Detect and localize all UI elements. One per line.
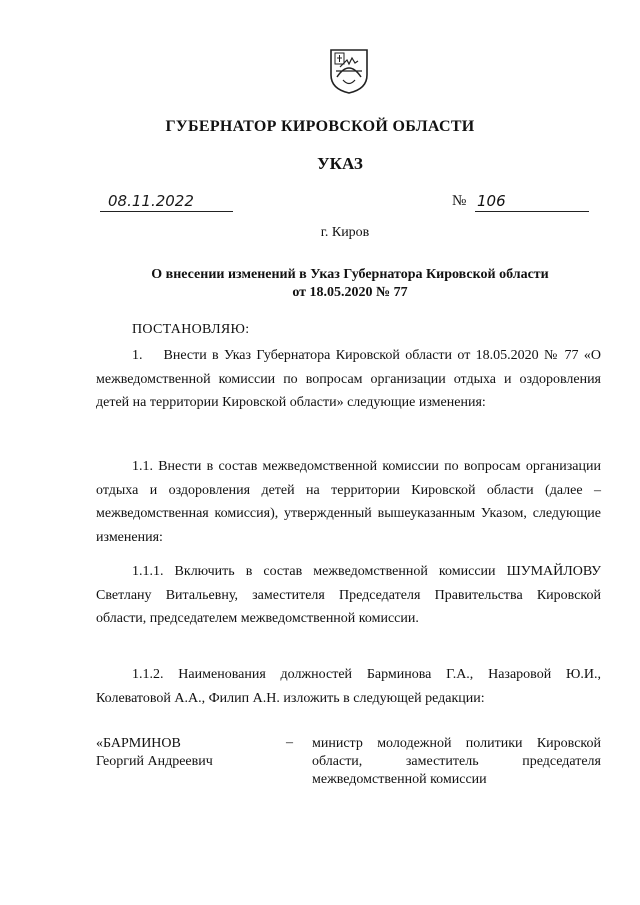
subject-line-2: от 18.05.2020 № 77: [292, 285, 408, 300]
member-name: [96, 735, 213, 771]
document-subject: [130, 266, 570, 302]
coat-of-arms-icon: [328, 47, 370, 95]
member-position: министр молодежной политики Кировской области, заместитель председателя межведомственной комиссии: [312, 736, 601, 787]
city: г. Киров: [320, 225, 370, 240]
paragraph-1-1: 1.1. Внести в состав межведомственной комиссии по вопросам организации отдыха и оздоровления детей на территории Кировской области (далее – межведомственная комиссия), утвержденный вышеуказанным Указом, следующие изменения:: [96, 459, 601, 546]
issuing-authority: ГУБЕРНАТОР КИРОВСКОЙ ОБЛАСТИ: [165, 118, 475, 135]
paragraph-1-1-1: 1.1.1. Включить в состав межведомственной комиссии ШУМАЙЛОВУ Светлану Витальевну, заместителя Председателя Правительства Кировской области, председателем межведомственной комиссии.: [96, 564, 601, 627]
subject-line-1: О внесении изменений в Указ Губернатора Кировской области: [151, 267, 549, 282]
document-number: 106: [475, 192, 589, 212]
paragraph-1-1-2: 1.1.2. Наименования должностей Барминова Г.А., Назаровой Ю.И., Колеватовой А.А., Филип А.Н. изложить в следующей редакции:: [96, 667, 601, 706]
decree-word: ПОСТАНОВЛЯЮ:: [132, 322, 250, 337]
member-given-names: Георгий Андреевич: [96, 754, 213, 769]
member-dash: –: [286, 735, 293, 750]
document-date: 08.11.2022: [100, 192, 233, 212]
paragraph-1: 1. Внести в Указ Губернатора Кировской области от 18.05.2020 № 77 «О межведомственной комиссии по вопросам организации отдыха и оздоровления детей на территории Кировской области» следующие изменения:: [96, 348, 601, 411]
document-type: УКАЗ: [317, 154, 363, 173]
member-surname: «БАРМИНОВ: [96, 736, 181, 751]
number-sign: №: [452, 193, 467, 209]
